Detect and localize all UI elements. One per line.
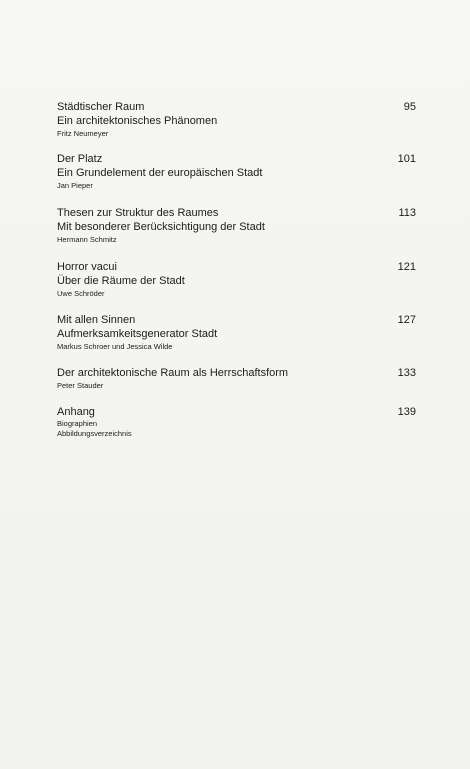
toc-entry-subtitle: Ein architektonisches Phänomen [57,115,218,127]
toc-entry-title: Thesen zur Struktur des Raumes [57,207,219,219]
toc-entry-subtitle: Über die Räume der Stadt [57,275,185,287]
toc-entry-title: Anhang [57,406,95,418]
toc-entry-title: Mit allen Sinnen [57,314,136,326]
toc-entry-title: Der Platz [57,153,103,165]
toc-entry-page-number: 127 [397,314,416,326]
toc-entry-page-number: 121 [397,261,416,273]
toc-entry-title: Der architektonische Raum als Herrschaftsform [57,367,289,379]
appendix-item-list [57,419,416,439]
toc-entry-author: Jan Pieper [57,181,93,190]
toc-entry[interactable] [57,206,416,245]
toc-entry-page-number: 113 [398,207,416,219]
toc-entry-page-number: 133 [397,367,416,379]
toc-entry-subtitle: Mit besonderer Berücksichtigung der Stadt [57,221,265,233]
toc-entry[interactable] [57,152,416,191]
toc-entry[interactable] [57,366,416,391]
toc-entry-title: Städtischer Raum [57,101,145,113]
toc-entry-author: Uwe Schröder [57,289,105,298]
toc-entry-author: Markus Schroer und Jessica Wilde [57,342,173,351]
toc-entry-title: Horror vacui [57,261,117,273]
appendix-item: Abbildungsverzeichnis [57,429,132,438]
toc-entry-subtitle: Aufmerksamkeitsgenerator Stadt [57,328,218,340]
toc-entry[interactable] [57,100,416,139]
toc-entry[interactable] [57,260,416,299]
toc-entry[interactable] [57,313,416,352]
toc-entry-page-number: 139 [397,406,416,418]
toc-entry-page-number: 101 [397,153,416,165]
toc-entry-author: Fritz Neumeyer [57,129,109,138]
toc-entry-page-number: 95 [403,101,416,113]
toc-entry-subtitle: Ein Grundelement der europäischen Stadt [57,167,263,179]
toc-entry-appendix[interactable] [57,405,416,439]
toc-entry-author: Hermann Schmitz [57,235,117,244]
toc-entry-author: Peter Stauder [57,381,104,390]
appendix-item: Biographien [57,419,98,428]
